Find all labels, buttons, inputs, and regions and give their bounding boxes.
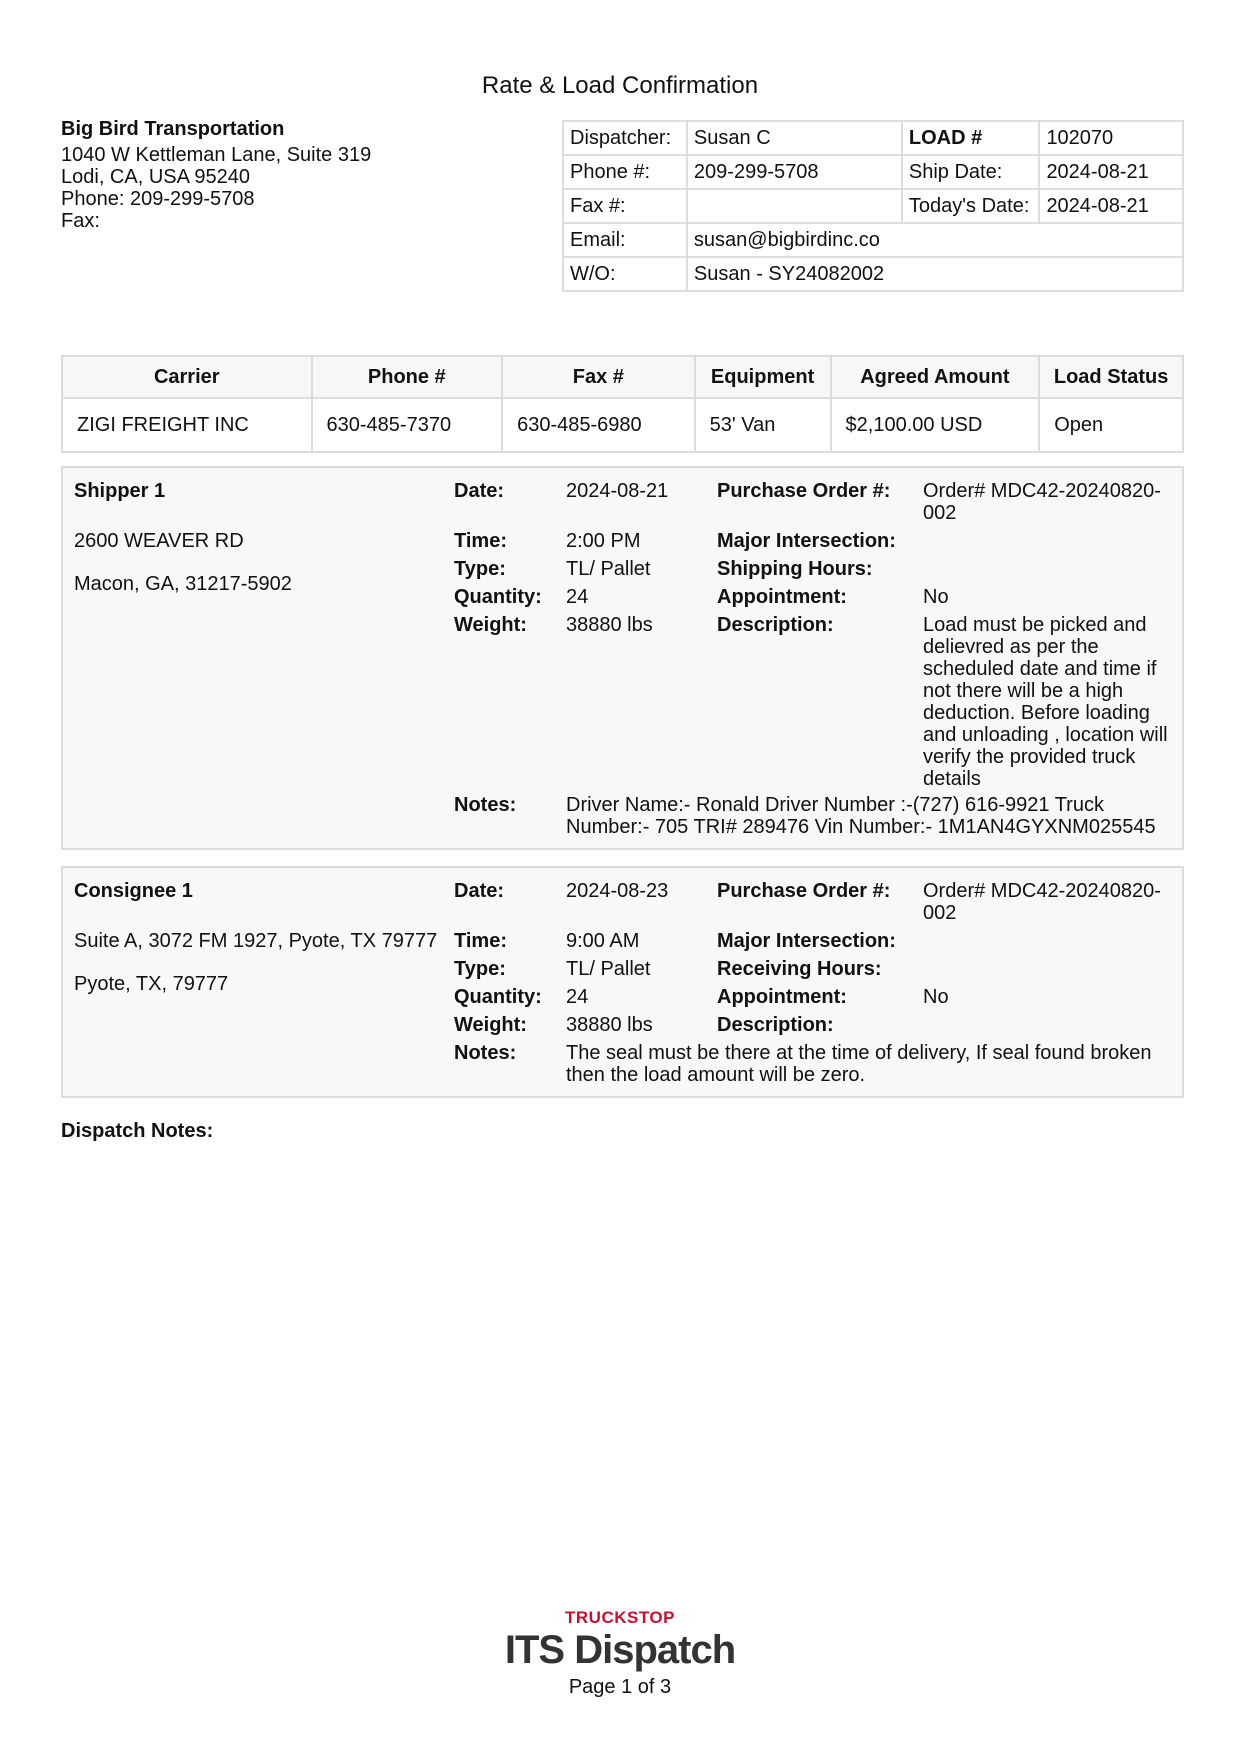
dispatch-row [563, 257, 1183, 291]
shipper-time-label: Time: [454, 530, 507, 552]
dispatcher-label: Dispatcher: [563, 121, 687, 155]
carrier-equipment: 53' Van [695, 398, 831, 452]
footer [0, 1608, 1240, 1699]
consignee-notes-value: The seal must be there at the time of delivery, If seal found broken then the load amount will be zero. [566, 1042, 1152, 1086]
carrier-header: Carrier [62, 356, 312, 398]
consignee-address-line2: Pyote, TX, 79777 [74, 973, 229, 995]
email-value[interactable]: susan@bigbirdinc.co [687, 223, 1183, 257]
shipper-address-line2: Macon, GA, 31217-5902 [74, 573, 292, 595]
shipper-description-label: Description: [717, 614, 834, 636]
ship-date-label: Ship Date: [902, 155, 1040, 189]
agreed-amount-header: Agreed Amount [831, 356, 1040, 398]
load-status-header: Load Status [1039, 356, 1183, 398]
company-phone: Phone: 209-299-5708 [61, 188, 255, 210]
shipper-section [61, 466, 1184, 850]
consignee-notes-label: Notes: [454, 1042, 517, 1064]
page-number: Page 1 of 3 [568, 1676, 672, 1698]
shipper-major-intersection-label: Major Intersection: [717, 530, 896, 552]
consignee-type-label: Type: [454, 958, 506, 980]
dispatch-info-table [562, 120, 1184, 292]
consignee-date-label: Date: [454, 880, 505, 902]
carrier-header-row [62, 356, 1183, 398]
shipper-weight-label: Weight: [454, 614, 527, 636]
dispatch-row [563, 189, 1183, 223]
shipper-notes-label: Notes: [454, 794, 517, 816]
shipper-po-value: Order# MDC42-20240820-002 [923, 480, 1161, 524]
shipper-quantity-label: Quantity: [454, 586, 542, 608]
dispatch-notes-label: Dispatch Notes: [61, 1120, 214, 1142]
ship-date-value: 2024-08-21 [1039, 155, 1183, 189]
page-title: Rate & Load Confirmation [481, 72, 759, 99]
consignee-appointment-value: No [923, 986, 949, 1008]
company-address-line1: 1040 W Kettleman Lane, Suite 319 [61, 144, 372, 166]
load-number-label: LOAD # [902, 121, 1040, 155]
shipper-date-value: 2024-08-21 [566, 480, 669, 502]
shipper-time-value: 2:00 PM [566, 530, 641, 552]
shipper-weight-value: 38880 lbs [566, 614, 653, 636]
todays-date-value: 2024-08-21 [1039, 189, 1183, 223]
fax-value [687, 189, 902, 223]
shipper-quantity-value: 24 [566, 586, 589, 608]
todays-date-label: Today's Date: [902, 189, 1040, 223]
shipper-address-line1: 2600 WEAVER RD [74, 530, 244, 552]
shipper-po-label: Purchase Order #: [717, 480, 891, 502]
consignee-major-intersection-label: Major Intersection: [717, 930, 896, 952]
consignee-quantity-label: Quantity: [454, 986, 542, 1008]
shipper-hours-label: Shipping Hours: [717, 558, 873, 580]
company-info [61, 118, 371, 232]
load-number-value: 102070 [1039, 121, 1183, 155]
carrier-phone: 630-485-7370 [312, 398, 503, 452]
work-order-label: W/O: [563, 257, 687, 291]
fax-header: Fax # [502, 356, 695, 398]
carrier-agreed-amount: $2,100.00 USD [831, 398, 1040, 452]
work-order-value: Susan - SY24082002 [687, 257, 1183, 291]
shipper-appointment-label: Appointment: [717, 586, 847, 608]
its-dispatch-logo: ITS Dispatch [504, 1628, 736, 1672]
consignee-type-value: TL/ Pallet [566, 958, 651, 980]
phone-header: Phone # [312, 356, 503, 398]
truckstop-logo-text: TRUCKSTOP [565, 1608, 675, 1627]
dispatch-row [563, 121, 1183, 155]
consignee-description-label: Description: [717, 1014, 834, 1036]
consignee-date-value: 2024-08-23 [566, 880, 669, 902]
shipper-appointment-value: No [923, 586, 949, 608]
carrier-fax: 630-485-6980 [502, 398, 695, 452]
carrier-load-status: Open [1039, 398, 1183, 452]
consignee-hours-label: Receiving Hours: [717, 958, 882, 980]
consignee-weight-label: Weight: [454, 1014, 527, 1036]
carrier-table [61, 355, 1184, 453]
consignee-address-line1: Suite A, 3072 FM 1927, Pyote, TX 79777 [74, 930, 438, 952]
dispatch-row [563, 155, 1183, 189]
consignee-weight-value: 38880 lbs [566, 1014, 653, 1036]
carrier-name: ZIGI FREIGHT INC [62, 398, 312, 452]
company-name: Big Bird Transportation [61, 118, 285, 140]
phone-value: 209-299-5708 [687, 155, 902, 189]
shipper-date-label: Date: [454, 480, 505, 502]
shipper-type-value: TL/ Pallet [566, 558, 651, 580]
consignee-title: Consignee 1 [74, 880, 193, 902]
dispatch-row [563, 223, 1183, 257]
consignee-po-label: Purchase Order #: [717, 880, 891, 902]
consignee-time-value: 9:00 AM [566, 930, 640, 952]
phone-label: Phone #: [563, 155, 687, 189]
consignee-po-value: Order# MDC42-20240820-002 [923, 880, 1161, 924]
company-address-line2: Lodi, CA, USA 95240 [61, 166, 251, 188]
company-fax: Fax: [61, 210, 100, 232]
consignee-time-label: Time: [454, 930, 507, 952]
consignee-section [61, 866, 1184, 1098]
carrier-row [62, 398, 1183, 452]
dispatcher-value: Susan C [687, 121, 902, 155]
shipper-type-label: Type: [454, 558, 506, 580]
shipper-title: Shipper 1 [74, 480, 166, 502]
fax-label: Fax #: [563, 189, 687, 223]
equipment-header: Equipment [695, 356, 831, 398]
consignee-quantity-value: 24 [566, 986, 589, 1008]
shipper-description-value: Load must be picked and delievred as per the scheduled date and time if not there will be a high deduction. Before loading and unloading , location will verify the provided truck details [923, 614, 1168, 790]
shipper-notes-value: Driver Name:- Ronald Driver Number :-(727) 616-9921 Truck Number:- 705 TRI# 289476 Vin Number:- 1M1AN4GYXNM025545 [566, 794, 1156, 838]
email-label: Email: [563, 223, 687, 257]
consignee-appointment-label: Appointment: [717, 986, 847, 1008]
